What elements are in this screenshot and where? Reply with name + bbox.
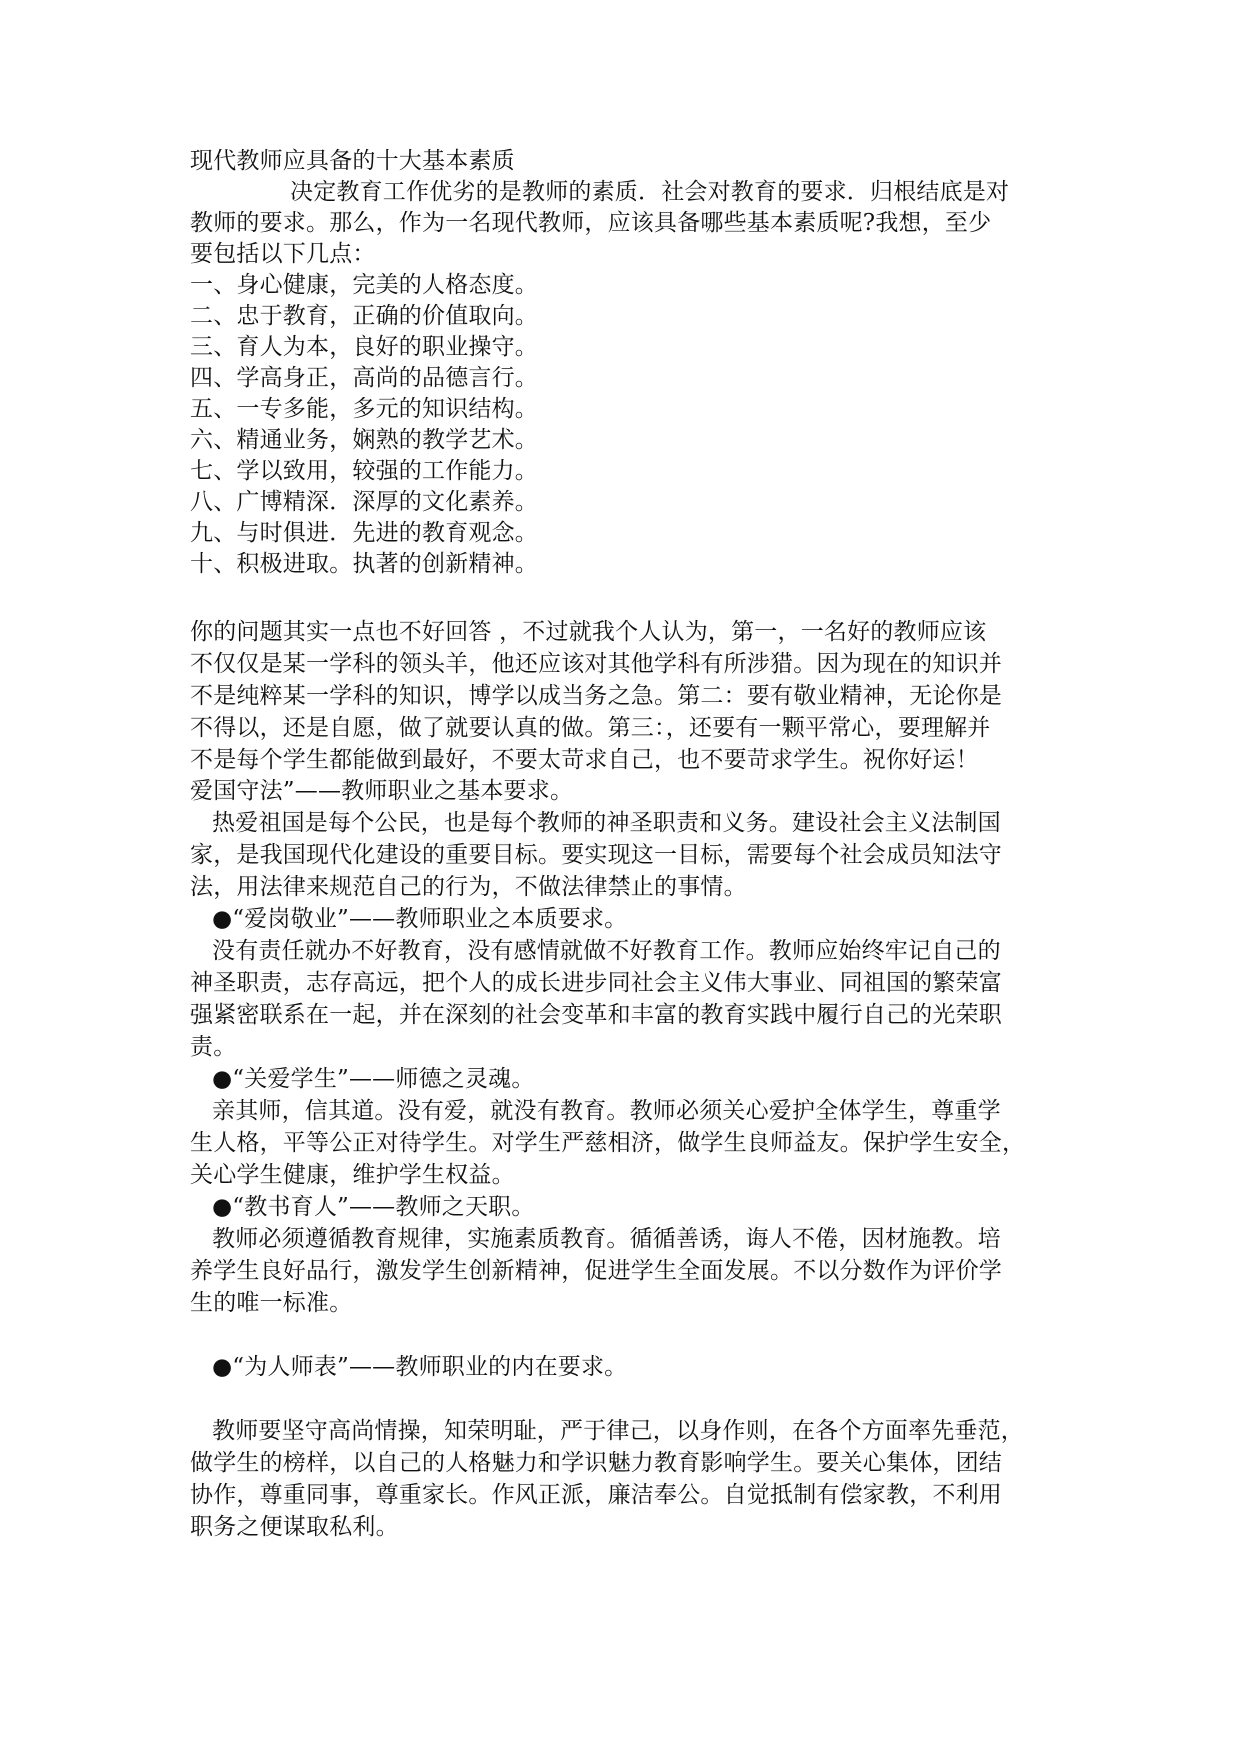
section-body-line: 责。 xyxy=(190,1034,237,1060)
section-body-line: 生的唯一标准。 xyxy=(190,1290,353,1316)
quality-item: 一、身心健康，完美的人格态度。 xyxy=(190,272,538,298)
section-heading: ●“关爱学生”——师德之灵魂。 xyxy=(212,1066,535,1092)
answer-line: 不得以，还是自愿，做了就要认真的做。第三：，还要有一颗平常心，要理解并 xyxy=(190,715,991,741)
document-title: 现代教师应具备的十大基本素质 xyxy=(190,148,515,174)
quality-item: 十、积极进取。执著的创新精神。 xyxy=(190,551,538,577)
section-body-line: 亲其师，信其道。没有爱，就没有教育。教师必须关心爱护全体学生，尊重学 xyxy=(212,1098,1001,1124)
answer-line: 你的问题其实一点也不好回答 ，不过就我个人认为，第一，一名好的教师应该 xyxy=(190,619,987,645)
spacer xyxy=(190,580,1070,616)
section-heading: ●“爱岗敬业”——教师职业之本质要求。 xyxy=(212,906,628,932)
quality-item: 五、一专多能，多元的知识结构。 xyxy=(190,396,538,422)
section-body-line: 教师必须遵循教育规律，实施素质教育。循循善诱，诲人不倦，因材施教。培 xyxy=(212,1226,1001,1252)
quality-item: 三、育人为本，良好的职业操守。 xyxy=(190,334,538,360)
section-body-line: 没有责任就办不好教育，没有感情就做不好教育工作。教师应始终牢记自己的 xyxy=(212,938,1001,964)
quality-item: 六、精通业务，娴熟的教学艺术。 xyxy=(190,427,538,453)
quality-item: 二、忠于教育，正确的价值取向。 xyxy=(190,303,538,329)
quality-item: 七、学以致用，较强的工作能力。 xyxy=(190,458,538,484)
spacer xyxy=(190,1383,1070,1415)
answer-line: 不是每个学生都能做到最好，不要太苛求自己，也不要苛求学生。祝你好运！ xyxy=(190,747,979,773)
intro-line: 教师的要求。那么，作为一名现代教师，应该具备哪些基本素质呢?我想，至少 xyxy=(190,210,992,236)
section-body-line: 职务之便谋取私利。 xyxy=(190,1514,399,1540)
section-body-line: 法，用法律来规范自己的行为，不做法律禁止的事情。 xyxy=(190,874,747,900)
spacer xyxy=(190,1319,1070,1351)
section-body-line: 养学生良好品行，激发学生创新精神，促进学生全面发展。不以分数作为评价学 xyxy=(190,1258,1002,1284)
section-body-line: 做学生的榜样，以自己的人格魅力和学识魅力教育影响学生。要关心集体，团结 xyxy=(190,1450,1002,1476)
section-heading: ●“教书育人”——教师之天职。 xyxy=(212,1194,535,1220)
section-body-line: 神圣职责，志存高远，把个人的成长进步同社会主义伟大事业、同祖国的繁荣富 xyxy=(190,970,1002,996)
answer-line: 不仅仅是某一学科的领头羊，他还应该对其他学科有所涉猎。因为现在的知识并 xyxy=(190,651,1002,677)
section-body-line: 强紧密联系在一起，并在深刻的社会变革和丰富的教育实践中履行自己的光荣职 xyxy=(190,1002,1002,1028)
section-body-line: 协作，尊重同事，尊重家长。作风正派，廉洁奉公。自觉抵制有偿家教，不利用 xyxy=(190,1482,1002,1508)
intro-line: 要包括以下几点： xyxy=(190,241,376,267)
quality-item: 八、广博精深．深厚的文化素养。 xyxy=(190,489,538,515)
section-body-line: 关心学生健康，维护学生权益。 xyxy=(190,1162,515,1188)
section-body-line: 家，是我国现代化建设的重要目标。要实现这一目标，需要每个社会成员知法守 xyxy=(190,842,1002,868)
section-heading: 爱国守法”——教师职业之基本要求。 xyxy=(190,778,574,804)
quality-item: 九、与时俱进．先进的教育观念。 xyxy=(190,520,538,546)
answer-line: 不是纯粹某一学科的知识，博学以成当务之急。第二：要有敬业精神，无论你是 xyxy=(190,683,1002,709)
section-body-line: 教师要坚守高尚情操，知荣明耻，严于律己，以身作则，在各个方面率先垂范， xyxy=(212,1418,1024,1444)
section-heading: ●“为人师表”——教师职业的内在要求。 xyxy=(212,1354,628,1380)
quality-item: 四、学高身正，高尚的品德言行。 xyxy=(190,365,538,391)
section-body-line: 热爱祖国是每个公民，也是每个教师的神圣职责和义务。建设社会主义法制国 xyxy=(212,810,1001,836)
section-body-line: 生人格，平等公正对待学生。对学生严慈相济，做学生良师益友。保护学生安全， xyxy=(190,1130,1026,1156)
document-content xyxy=(190,146,1070,1543)
intro-line: 决定教育工作优劣的是教师的素质．社会对教育的要求．归根结底是对 xyxy=(290,179,1010,205)
